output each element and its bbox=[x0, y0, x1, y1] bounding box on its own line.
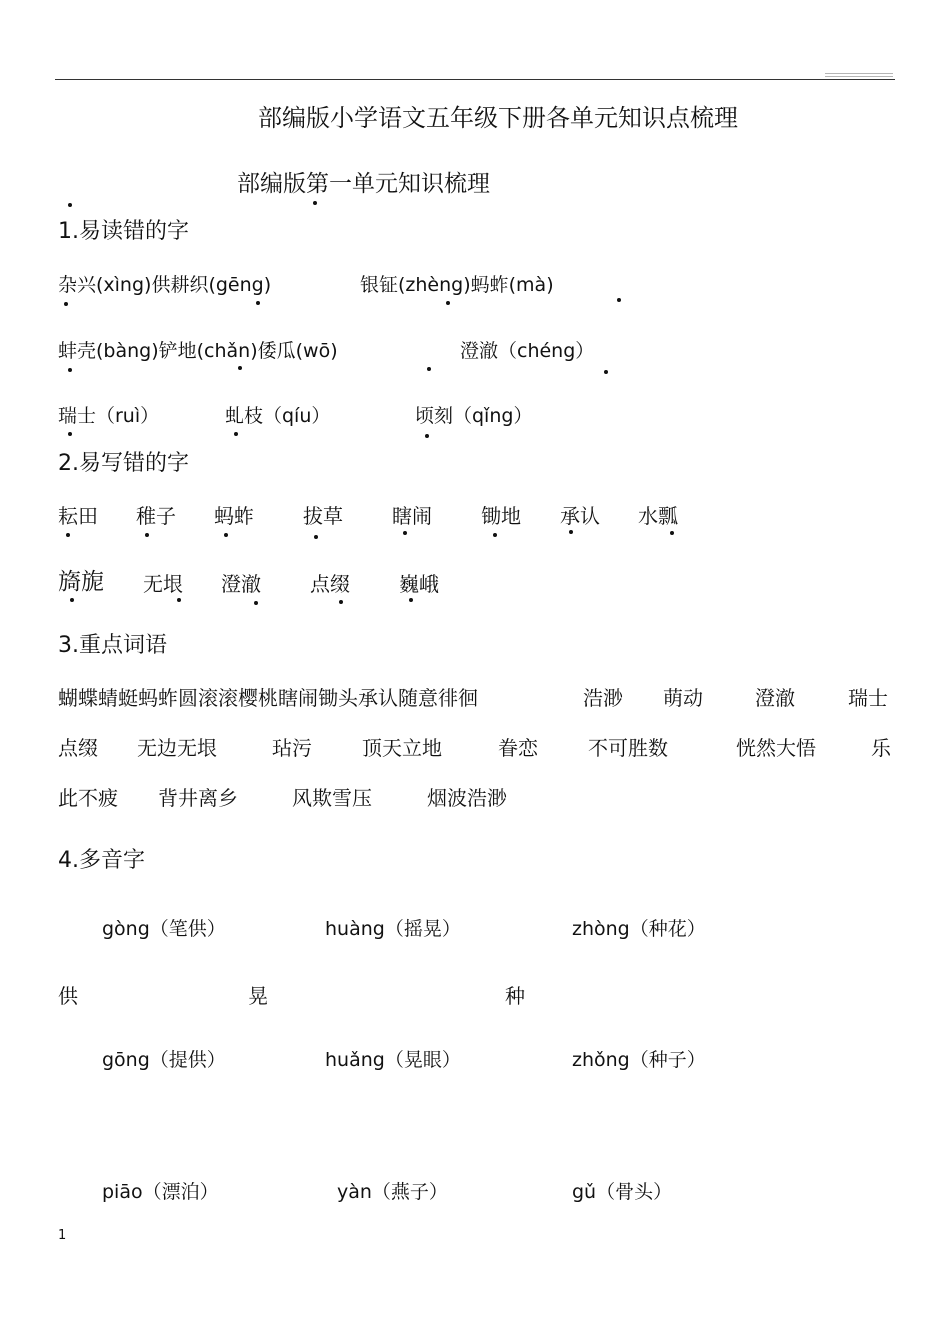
header-decoration-line bbox=[825, 73, 893, 74]
vocab-item: 风欺雪压 bbox=[292, 786, 372, 810]
polyphone-char: 种 bbox=[505, 984, 525, 1008]
vocab-item: 澄澈 bbox=[755, 686, 795, 710]
vocab-item: 乐 bbox=[871, 736, 891, 760]
emphasis-dot bbox=[68, 368, 72, 372]
vocab-item: 恍然大悟 bbox=[736, 736, 816, 760]
vocab-item: 点缀 bbox=[58, 736, 98, 760]
polyphone-reading: huàng（摇晃） bbox=[325, 918, 461, 940]
emphasis-dot bbox=[313, 201, 317, 205]
polyphone-reading: zhòng（种花） bbox=[572, 918, 706, 940]
header-decoration-line bbox=[825, 76, 893, 77]
vocab-item: 瑞士 bbox=[848, 686, 888, 710]
emphasis-dot bbox=[254, 601, 258, 605]
reading-item: 杂兴(xìng)供耕织(gēng) bbox=[58, 274, 272, 296]
writing-word: 耘田 bbox=[58, 504, 98, 528]
section-heading: 3.重点词语 bbox=[58, 633, 167, 658]
vocab-item: 此不疲 bbox=[58, 786, 118, 810]
writing-word: 拔草 bbox=[303, 504, 343, 528]
emphasis-dot bbox=[339, 600, 343, 604]
emphasis-dot bbox=[425, 434, 429, 438]
polyphone-reading: gòng（笔供） bbox=[102, 918, 226, 940]
emphasis-dot bbox=[427, 367, 431, 371]
writing-word: 水瓢 bbox=[638, 504, 678, 528]
reading-item: 瑞士（ruì） bbox=[58, 405, 160, 427]
emphasis-dot bbox=[409, 598, 413, 602]
reading-item: 虬枝（qíu） bbox=[225, 405, 331, 427]
section-heading: 1.易读错的字 bbox=[58, 219, 189, 244]
polyphone-reading: huǎng（晃眼） bbox=[325, 1049, 461, 1071]
vocab-item: 不可胜数 bbox=[588, 736, 668, 760]
emphasis-dot bbox=[177, 598, 181, 602]
writing-word: 承认 bbox=[560, 504, 600, 528]
emphasis-dot bbox=[66, 533, 70, 537]
unit-title: 部编版第一单元知识梳理 bbox=[237, 171, 490, 197]
emphasis-dot bbox=[493, 533, 497, 537]
vocab-item: 烟波浩渺 bbox=[427, 786, 507, 810]
emphasis-dot bbox=[314, 535, 318, 539]
reading-item: 顷刻（qǐng） bbox=[415, 405, 533, 427]
writing-word: 点缀 bbox=[310, 572, 350, 596]
polyphone-reading: gǔ（骨头） bbox=[572, 1181, 673, 1203]
emphasis-dot bbox=[64, 302, 68, 306]
writing-word: 巍峨 bbox=[399, 572, 439, 596]
emphasis-dot bbox=[68, 203, 72, 207]
vocab-item: 无边无垠 bbox=[137, 736, 217, 760]
emphasis-dot bbox=[145, 533, 149, 537]
emphasis-dot bbox=[234, 432, 238, 436]
vocab-item: 背井离乡 bbox=[158, 786, 238, 810]
section-heading: 4.多音字 bbox=[58, 848, 145, 873]
emphasis-dot bbox=[670, 531, 674, 535]
vocab-item: 玷污 bbox=[272, 736, 312, 760]
emphasis-dot bbox=[224, 533, 228, 537]
writing-word: 旖旎 bbox=[58, 569, 104, 595]
header-rule bbox=[55, 79, 895, 80]
vocab-item: 浩渺 bbox=[583, 686, 623, 710]
section-heading: 2.易写错的字 bbox=[58, 451, 189, 476]
polyphone-char: 供 bbox=[58, 984, 78, 1008]
writing-word: 锄地 bbox=[481, 504, 521, 528]
vocab-item: 萌动 bbox=[663, 686, 703, 710]
emphasis-dot bbox=[403, 531, 407, 535]
writing-word: 瞎闹 bbox=[392, 504, 432, 528]
emphasis-dot bbox=[70, 598, 74, 602]
emphasis-dot bbox=[238, 366, 242, 370]
polyphone-reading: gōng（提供） bbox=[102, 1049, 226, 1071]
emphasis-dot bbox=[256, 301, 260, 305]
reading-item: 蚌壳(bàng)铲地(chǎn)倭瓜(wō) bbox=[58, 340, 338, 362]
emphasis-dot bbox=[446, 301, 450, 305]
emphasis-dot bbox=[617, 298, 621, 302]
writing-word: 无垠 bbox=[143, 572, 183, 596]
polyphone-char: 晃 bbox=[248, 984, 268, 1008]
writing-word: 稚子 bbox=[136, 504, 176, 528]
vocab-item: 顶天立地 bbox=[362, 736, 442, 760]
writing-word: 澄澈 bbox=[221, 572, 261, 596]
reading-item: 澄澈（chéng） bbox=[460, 340, 595, 362]
reading-item: 银钲(zhèng)蚂蚱(mà) bbox=[360, 274, 554, 296]
document-title: 部编版小学语文五年级下册各单元知识点梳理 bbox=[258, 104, 738, 132]
polyphone-reading: piāo（漂泊） bbox=[102, 1181, 219, 1203]
writing-word: 蚂蚱 bbox=[214, 504, 254, 528]
emphasis-dot bbox=[604, 370, 608, 374]
emphasis-dot bbox=[68, 432, 72, 436]
polyphone-reading: zhǒng（种子） bbox=[572, 1049, 706, 1071]
vocab-item: 眷恋 bbox=[498, 736, 538, 760]
page-number: 1 bbox=[58, 1228, 67, 1243]
vocab-item: 蝴蝶蜻蜓蚂蚱圆滚滚樱桃瞎闹锄头承认随意徘徊 bbox=[58, 686, 478, 710]
emphasis-dot bbox=[569, 530, 573, 534]
polyphone-reading: yàn（燕子） bbox=[337, 1181, 448, 1203]
